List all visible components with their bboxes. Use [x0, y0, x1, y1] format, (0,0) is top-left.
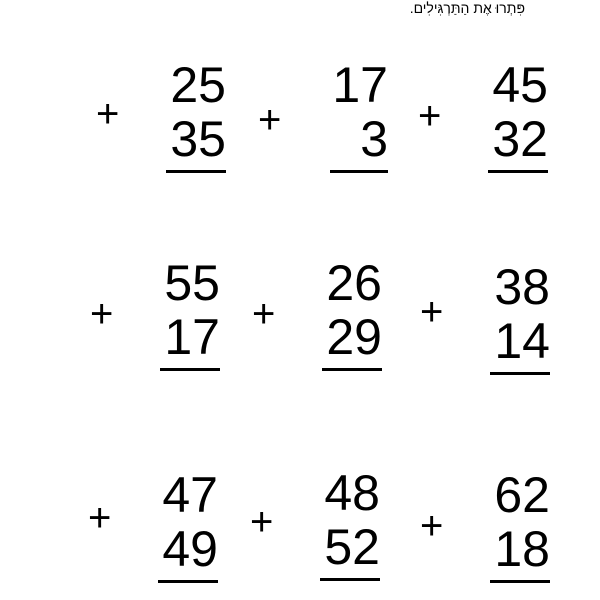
plus-sign: + [96, 92, 120, 136]
top-number: 38 [494, 259, 550, 315]
plus-sign: + [250, 500, 274, 544]
addition-problem-6 [420, 260, 550, 380]
top-number: 48 [324, 465, 380, 521]
addition-problem-8 [250, 466, 380, 586]
bottom-number: 35 [170, 111, 226, 167]
addition-problem-7 [88, 468, 218, 588]
bottom-number: 3 [360, 111, 388, 167]
addition-problem-9 [420, 468, 550, 588]
plus-sign: + [90, 292, 114, 336]
bottom-number: 14 [494, 313, 550, 369]
bottom-number: 49 [162, 521, 218, 577]
plus-sign: + [88, 496, 112, 540]
plus-sign: + [420, 504, 444, 548]
top-number: 25 [170, 57, 226, 113]
top-number: 55 [164, 255, 220, 311]
answer-line [158, 580, 218, 583]
top-number: 47 [162, 467, 218, 523]
answer-line [490, 372, 550, 375]
plus-sign: + [420, 290, 444, 334]
bottom-number: 52 [324, 519, 380, 575]
answer-line [490, 580, 550, 583]
addition-problem-4 [90, 256, 220, 376]
answer-line [320, 578, 380, 581]
answer-line [322, 368, 382, 371]
answer-line [488, 170, 548, 173]
answer-line [166, 170, 226, 173]
bottom-number: 17 [164, 309, 220, 365]
top-number: 45 [492, 57, 548, 113]
addition-problem-1 [96, 58, 226, 178]
plus-sign: + [258, 98, 282, 142]
top-number: 17 [332, 57, 388, 113]
answer-line [160, 368, 220, 371]
plus-sign: + [418, 94, 442, 138]
bottom-number: 18 [494, 521, 550, 577]
bottom-number: 32 [492, 111, 548, 167]
top-number: 62 [494, 467, 550, 523]
addition-problem-2 [258, 58, 388, 178]
plus-sign: + [252, 292, 276, 336]
bottom-number: 29 [326, 309, 382, 365]
addition-problem-3 [418, 58, 548, 178]
addition-problem-5 [252, 256, 382, 376]
answer-line [330, 170, 388, 173]
top-number: 26 [326, 255, 382, 311]
instruction-text: פִּתְרוּ אֶת הַתַּרְגִּילִים. [409, 0, 525, 16]
